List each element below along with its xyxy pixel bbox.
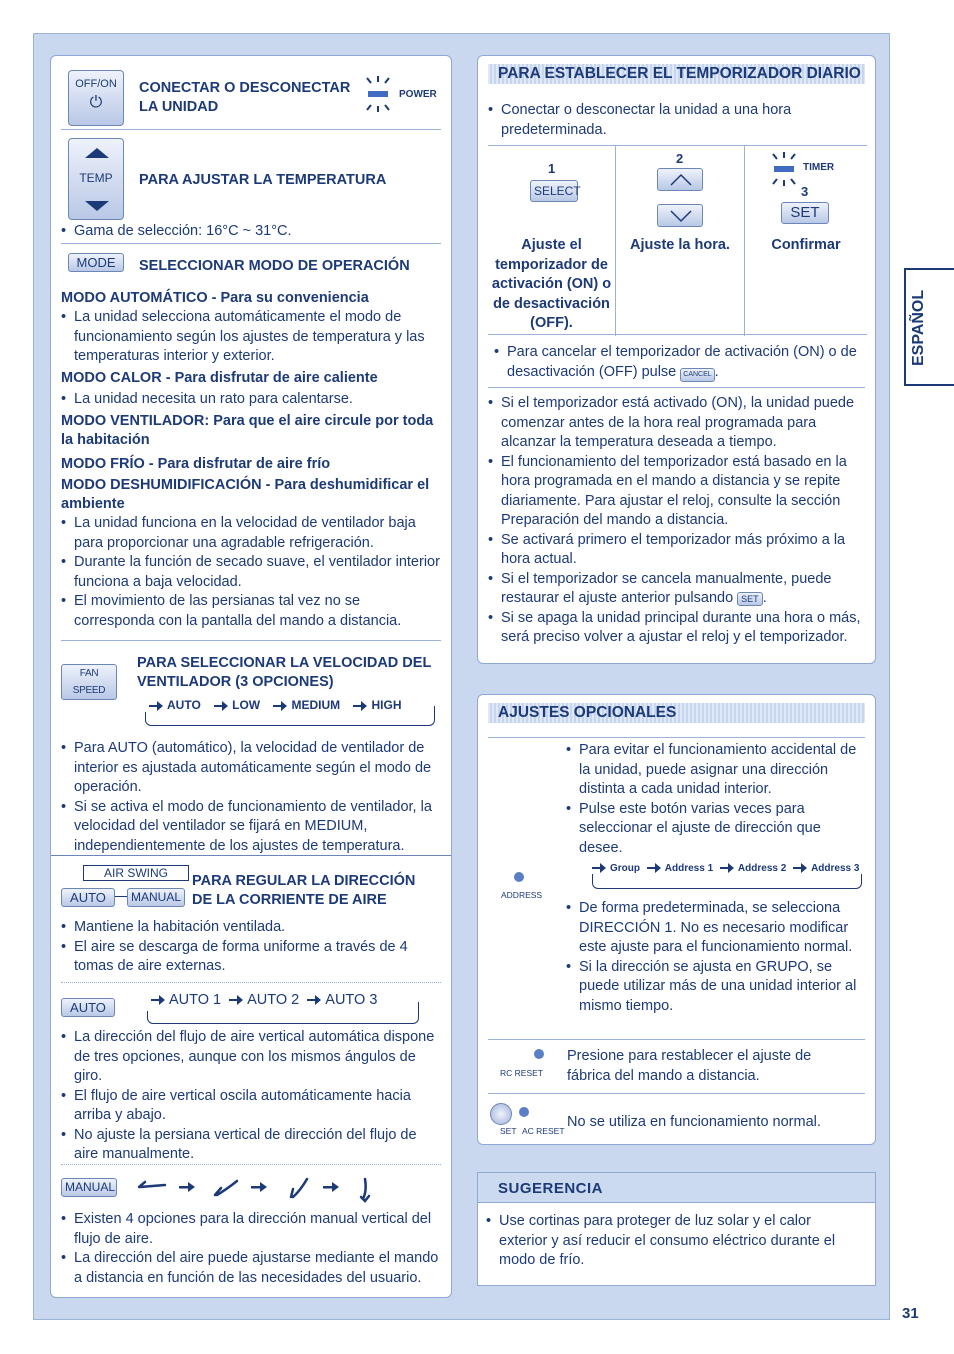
onoff-button-label: OFF/ON bbox=[75, 78, 117, 90]
timer-intro-text: • Conectar o desconectar la unidad a una hora predeterminada. bbox=[488, 101, 865, 140]
temp-up-icon[interactable] bbox=[85, 148, 109, 158]
tip-panel bbox=[477, 1172, 876, 1286]
time-up-button[interactable] bbox=[657, 168, 703, 191]
airswing-manual-list bbox=[61, 1210, 441, 1288]
chevron-up-icon bbox=[661, 169, 701, 190]
mode-fan-title: MODO VENTILADOR: Para que el aire circule por toda la habitación bbox=[61, 413, 434, 448]
step1-text-line: Ajuste el bbox=[521, 237, 582, 253]
step1-text-line: (OFF). bbox=[530, 315, 573, 331]
arrow-icon bbox=[151, 995, 165, 1005]
mode-details bbox=[61, 289, 441, 631]
address-list-2 bbox=[566, 899, 865, 1016]
address-item: • Si la dirección se ajusta en GRUPO, se puede utilizar más de una unidad interior al mismo tiempo. bbox=[566, 958, 865, 1017]
power-icon: ⏻ bbox=[89, 94, 103, 111]
manual-directions-icon bbox=[135, 1173, 375, 1207]
airswing-auto-item: • El flujo de aire vertical oscila automáticamente hacia arriba y abajo. bbox=[61, 1087, 441, 1126]
timer-note-text: Si el temporizador se cancela manualmente, puede restaurar el ajuste anterior pulsando bbox=[501, 570, 832, 606]
arrow-icon bbox=[647, 863, 661, 873]
tip-notes bbox=[486, 1212, 855, 1271]
step1-text-line: temporizador de bbox=[495, 256, 608, 273]
airswing-list bbox=[61, 918, 441, 977]
fanspeed-section bbox=[61, 652, 441, 742]
address-item: • Pulse este botón varias veces para seleccionar el ajuste de dirección que desee. bbox=[566, 800, 865, 859]
airswing-manual-item: • Existen 4 opciones para la dirección manual vertical del flujo de aire. bbox=[61, 1210, 441, 1249]
onoff-title-line1: CONECTAR O DESCONECTAR bbox=[139, 80, 351, 96]
auto-3: AUTO 3 bbox=[325, 992, 378, 1008]
divider bbox=[51, 855, 451, 856]
onoff-section bbox=[61, 68, 441, 128]
select-button[interactable]: SELECT bbox=[530, 180, 578, 202]
ac-reset-button[interactable] bbox=[519, 1107, 529, 1117]
divider bbox=[61, 982, 441, 983]
power-led-icon bbox=[363, 74, 393, 114]
timer-step-3 bbox=[745, 146, 867, 336]
step3-text: Confirmar bbox=[771, 237, 841, 253]
airswing-manual-item: • La dirección del aire puede ajustarse mediante el mando a distancia en función de las necesidades del usuario. bbox=[61, 1249, 441, 1288]
tip-title: SUGERENCIA bbox=[498, 1180, 604, 1197]
onoff-title bbox=[139, 79, 350, 117]
airswing-notes bbox=[61, 918, 441, 977]
airswing-group bbox=[61, 865, 181, 909]
address-item: • De forma predeterminada, se selecciona DIRECCIÓN 1. No es necesario modificar este ajuste para el funcionamiento normal. bbox=[566, 899, 865, 958]
tip-list bbox=[486, 1212, 855, 1271]
arrow-icon bbox=[149, 701, 163, 711]
airswing-manual-section bbox=[61, 1173, 441, 1209]
temp-section bbox=[61, 136, 441, 222]
timer-note: • Se activará primero el temporizador más próximo a la hora actual. bbox=[488, 531, 865, 570]
divider bbox=[488, 1039, 865, 1040]
address-sequence bbox=[588, 863, 862, 874]
step1-number: 1 bbox=[548, 161, 556, 176]
fanspeed-button[interactable]: FAN SPEED bbox=[61, 664, 117, 700]
timer-cancel-item: • Para cancelar el temporizador de activación (ON) o de desactivación (OFF) pulse CANCEL . bbox=[494, 343, 865, 382]
language-tab bbox=[904, 268, 954, 386]
timer-steps bbox=[488, 145, 867, 335]
airswing-connector bbox=[115, 896, 127, 897]
mode-heat-list bbox=[61, 390, 441, 410]
auto-2: AUTO 2 bbox=[247, 992, 300, 1008]
airswing-title-line1: PARA REGULAR LA DIRECCIÓN bbox=[192, 873, 416, 889]
rc-reset-label: RC RESET bbox=[500, 1068, 543, 1078]
timer-notes bbox=[488, 394, 865, 648]
fanspeed-low: LOW bbox=[232, 698, 261, 712]
timer-step-2 bbox=[616, 146, 745, 336]
fanspeed-item: • Si se activa el modo de funcionamiento de ventilador, la velocidad del ventilador se fijará en MEDIUM, independientemente de los ajustes de temperatura. bbox=[61, 798, 441, 857]
mode-dry-item: • El movimiento de las persianas tal vez no se corresponda con la pantalla del mando a distancia. bbox=[61, 592, 441, 631]
left-panel bbox=[50, 55, 452, 1298]
mode-auto-item: • La unidad selecciona automáticamente el modo de funcionamiento según los ajustes de temperatura y las temperaturas interior y exterior. bbox=[61, 308, 441, 367]
ac-reset-label: AC RESET bbox=[522, 1126, 565, 1136]
arrow-icon bbox=[214, 701, 228, 711]
divider bbox=[488, 387, 865, 388]
divider bbox=[488, 1093, 865, 1094]
divider bbox=[61, 640, 441, 641]
timer-note: • Si se apaga la unidad principal durante una hora o más, será preciso volver a ajustar el reloj y el temporizador. bbox=[488, 609, 865, 648]
arrow-icon bbox=[273, 701, 287, 711]
timer-cancel bbox=[488, 343, 865, 382]
arrow-icon bbox=[720, 863, 734, 873]
auto-sequence bbox=[147, 991, 381, 1011]
fanspeed-notes bbox=[61, 739, 441, 856]
rc-reset-text: Presione para restablecer el ajuste de fábrica del mando a distancia. bbox=[567, 1048, 812, 1084]
timer-intro bbox=[488, 101, 865, 140]
fanspeed-sequence bbox=[145, 698, 405, 712]
timer-title: PARA ESTABLECER EL TEMPORIZADOR DIARIO bbox=[498, 65, 861, 82]
step3-number: 3 bbox=[801, 184, 809, 199]
arrow-icon bbox=[229, 995, 243, 1005]
set-round-button[interactable] bbox=[490, 1103, 512, 1125]
onoff-button[interactable] bbox=[68, 70, 124, 126]
timer-led-icon bbox=[769, 151, 799, 187]
mode-dry-title: MODO DESHUMIDIFICACIÓN - Para deshumidificar el ambiente bbox=[61, 477, 430, 512]
power-label: POWER bbox=[399, 89, 437, 100]
fanspeed-list bbox=[61, 739, 441, 856]
ac-reset-text: No se utiliza en funcionamiento normal. bbox=[567, 1114, 821, 1130]
temp-title: PARA AJUSTAR LA TEMPERATURA bbox=[139, 172, 387, 188]
address-button[interactable] bbox=[514, 872, 524, 882]
airswing-item: • El aire se descarga de forma uniforme a través de 4 tomas de aire externas. bbox=[61, 938, 441, 977]
time-down-button[interactable] bbox=[657, 204, 703, 227]
mode-auto-list bbox=[61, 308, 441, 367]
address-notes bbox=[566, 741, 865, 858]
address-2: Address 2 bbox=[737, 863, 787, 874]
divider bbox=[61, 243, 441, 244]
address-notes-2 bbox=[566, 899, 865, 1016]
fanspeed-title-line1: PARA SELECCIONAR LA VELOCIDAD DEL bbox=[137, 655, 432, 671]
tip-title-bar bbox=[478, 1173, 875, 1203]
temp-down-icon[interactable] bbox=[85, 201, 109, 211]
divider bbox=[61, 1164, 441, 1165]
mode-cool-title: MODO FRÍO - Para disfrutar de aire frío bbox=[61, 456, 331, 472]
timer-cancel-text: Para cancelar el temporizador de activación (ON) o de desactivación (OFF) pulse bbox=[507, 344, 857, 380]
temp-button-label: TEMP bbox=[79, 171, 113, 185]
tip-item: • Use cortinas para proteger de luz solar y el calor exterior y así reducir el consumo eléctrico durante el modo de frío. bbox=[486, 1212, 855, 1271]
fanspeed-high: HIGH bbox=[371, 698, 402, 712]
mode-dry-list bbox=[61, 514, 441, 631]
arrow-icon bbox=[793, 863, 807, 873]
optional-panel bbox=[477, 694, 876, 1145]
step1-text bbox=[488, 236, 615, 334]
mode-heat-item: • La unidad necesita un rato para calentarse. bbox=[61, 390, 441, 410]
temp-range-text: • Gama de selección: 16°C ~ 31°C. bbox=[61, 222, 441, 242]
cancel-button[interactable]: CANCEL bbox=[680, 368, 714, 382]
step1-text-line: activación (ON) o bbox=[491, 276, 612, 292]
temp-range bbox=[61, 222, 441, 242]
timer-title-bar bbox=[488, 64, 865, 84]
airswing-auto-item: • No ajuste la persiana vertical de dirección del flujo de aire manualmente. bbox=[61, 1126, 441, 1165]
divider bbox=[488, 737, 865, 738]
airswing-auto-section bbox=[61, 990, 441, 1032]
fanspeed-item: • Para AUTO (automático), la velocidad de ventilador de interior es ajustada automáticamente según el modo de operación. bbox=[61, 739, 441, 798]
step1-text-line: de desactivación bbox=[493, 295, 610, 312]
mode-heat-title: MODO CALOR - Para disfrutar de aire caliente bbox=[61, 369, 378, 386]
temp-button[interactable] bbox=[68, 138, 124, 220]
arrow-icon bbox=[307, 995, 321, 1005]
timer-note: • El funcionamiento del temporizador está basado en la hora programada en el mando a distancia y se repite diariamente. Para ajustar el reloj, consulte la sección Preparación del mando a distancia. bbox=[488, 453, 865, 531]
address-1: Address 1 bbox=[664, 863, 714, 874]
mode-dry-item: • La unidad funciona en la velocidad de ventilador baja para proporcionar una agradable refrigeración. bbox=[61, 514, 441, 553]
mode-auto-title: MODO AUTOMÁTICO - Para su conveniencia bbox=[61, 290, 369, 306]
timer-notes-list bbox=[488, 394, 865, 648]
airswing-auto-item: • La dirección del flujo de aire vertical automática dispone de tres opciones, aunque con los mismos ángulos de giro. bbox=[61, 1028, 441, 1087]
optional-title-bar bbox=[488, 703, 865, 723]
timer-note: • Si el temporizador se cancela manualmente, puede restaurar el ajuste anterior pulsando SET . bbox=[488, 570, 865, 609]
step2-text: Ajuste la hora. bbox=[630, 237, 730, 253]
airswing-group-label: AIR SWING bbox=[83, 865, 189, 881]
fanspeed-title-line2: VENTILADOR (3 OPCIONES) bbox=[137, 674, 334, 690]
address-item: • Para evitar el funcionamiento accidental de la unidad, puede asignar una dirección distinta a cada unidad interior. bbox=[566, 741, 865, 800]
airswing-auto-notes bbox=[61, 1028, 441, 1165]
divider bbox=[61, 129, 441, 130]
timer-step-1 bbox=[488, 146, 616, 336]
language-tab-label: ESPAÑOL bbox=[910, 289, 927, 366]
auto-1: AUTO 1 bbox=[169, 992, 222, 1008]
manual-button[interactable]: MANUAL bbox=[61, 1178, 117, 1197]
auto-button[interactable]: AUTO bbox=[61, 998, 115, 1017]
airswing-title-line2: DE LA CORRIENTE DE AIRE bbox=[192, 892, 387, 908]
optional-title: AJUSTES OPCIONALES bbox=[498, 704, 677, 721]
chevron-down-icon bbox=[661, 205, 701, 226]
step2-number: 2 bbox=[676, 151, 684, 166]
airswing-auto-button[interactable]: AUTO bbox=[61, 888, 115, 907]
rc-reset-button[interactable] bbox=[534, 1049, 544, 1059]
timer-note: • Si el temporizador está activado (ON), la unidad puede comenzar antes de la hora real programada para alcanzar la temperatura deseada a tiempo. bbox=[488, 394, 865, 453]
set-label: SET bbox=[500, 1126, 517, 1136]
airswing-section bbox=[61, 862, 441, 912]
fanspeed-auto: AUTO bbox=[167, 698, 201, 712]
airswing-auto-list bbox=[61, 1028, 441, 1165]
set-button-inline[interactable]: SET bbox=[737, 592, 763, 606]
airswing-manual-notes bbox=[61, 1210, 441, 1288]
address-list-1 bbox=[566, 741, 865, 858]
fanspeed-title bbox=[137, 654, 431, 692]
arrow-icon bbox=[592, 863, 606, 873]
mode-dry-item: • Durante la función de secado suave, el ventilador interior funciona a baja velocidad. bbox=[61, 553, 441, 592]
timer-label: TIMER bbox=[803, 162, 835, 173]
mode-title: SELECCIONAR MODO DE OPERACIÓN bbox=[139, 258, 410, 274]
fanspeed-medium: MEDIUM bbox=[291, 698, 341, 712]
timer-panel bbox=[477, 55, 876, 664]
address-group: Group bbox=[610, 863, 640, 874]
arrow-icon bbox=[353, 701, 367, 711]
address-label: ADDRESS bbox=[501, 890, 543, 900]
set-button[interactable]: SET bbox=[781, 202, 829, 224]
address-3: Address 3 bbox=[811, 863, 860, 874]
airswing-item: • Mantiene la habitación ventilada. bbox=[61, 918, 441, 938]
page-number: 31 bbox=[902, 1305, 919, 1322]
mode-button[interactable]: MODE bbox=[68, 253, 124, 272]
onoff-title-line2: LA UNIDAD bbox=[139, 99, 219, 115]
airswing-manual-button[interactable]: MANUAL bbox=[127, 888, 185, 907]
airswing-title bbox=[192, 872, 415, 910]
